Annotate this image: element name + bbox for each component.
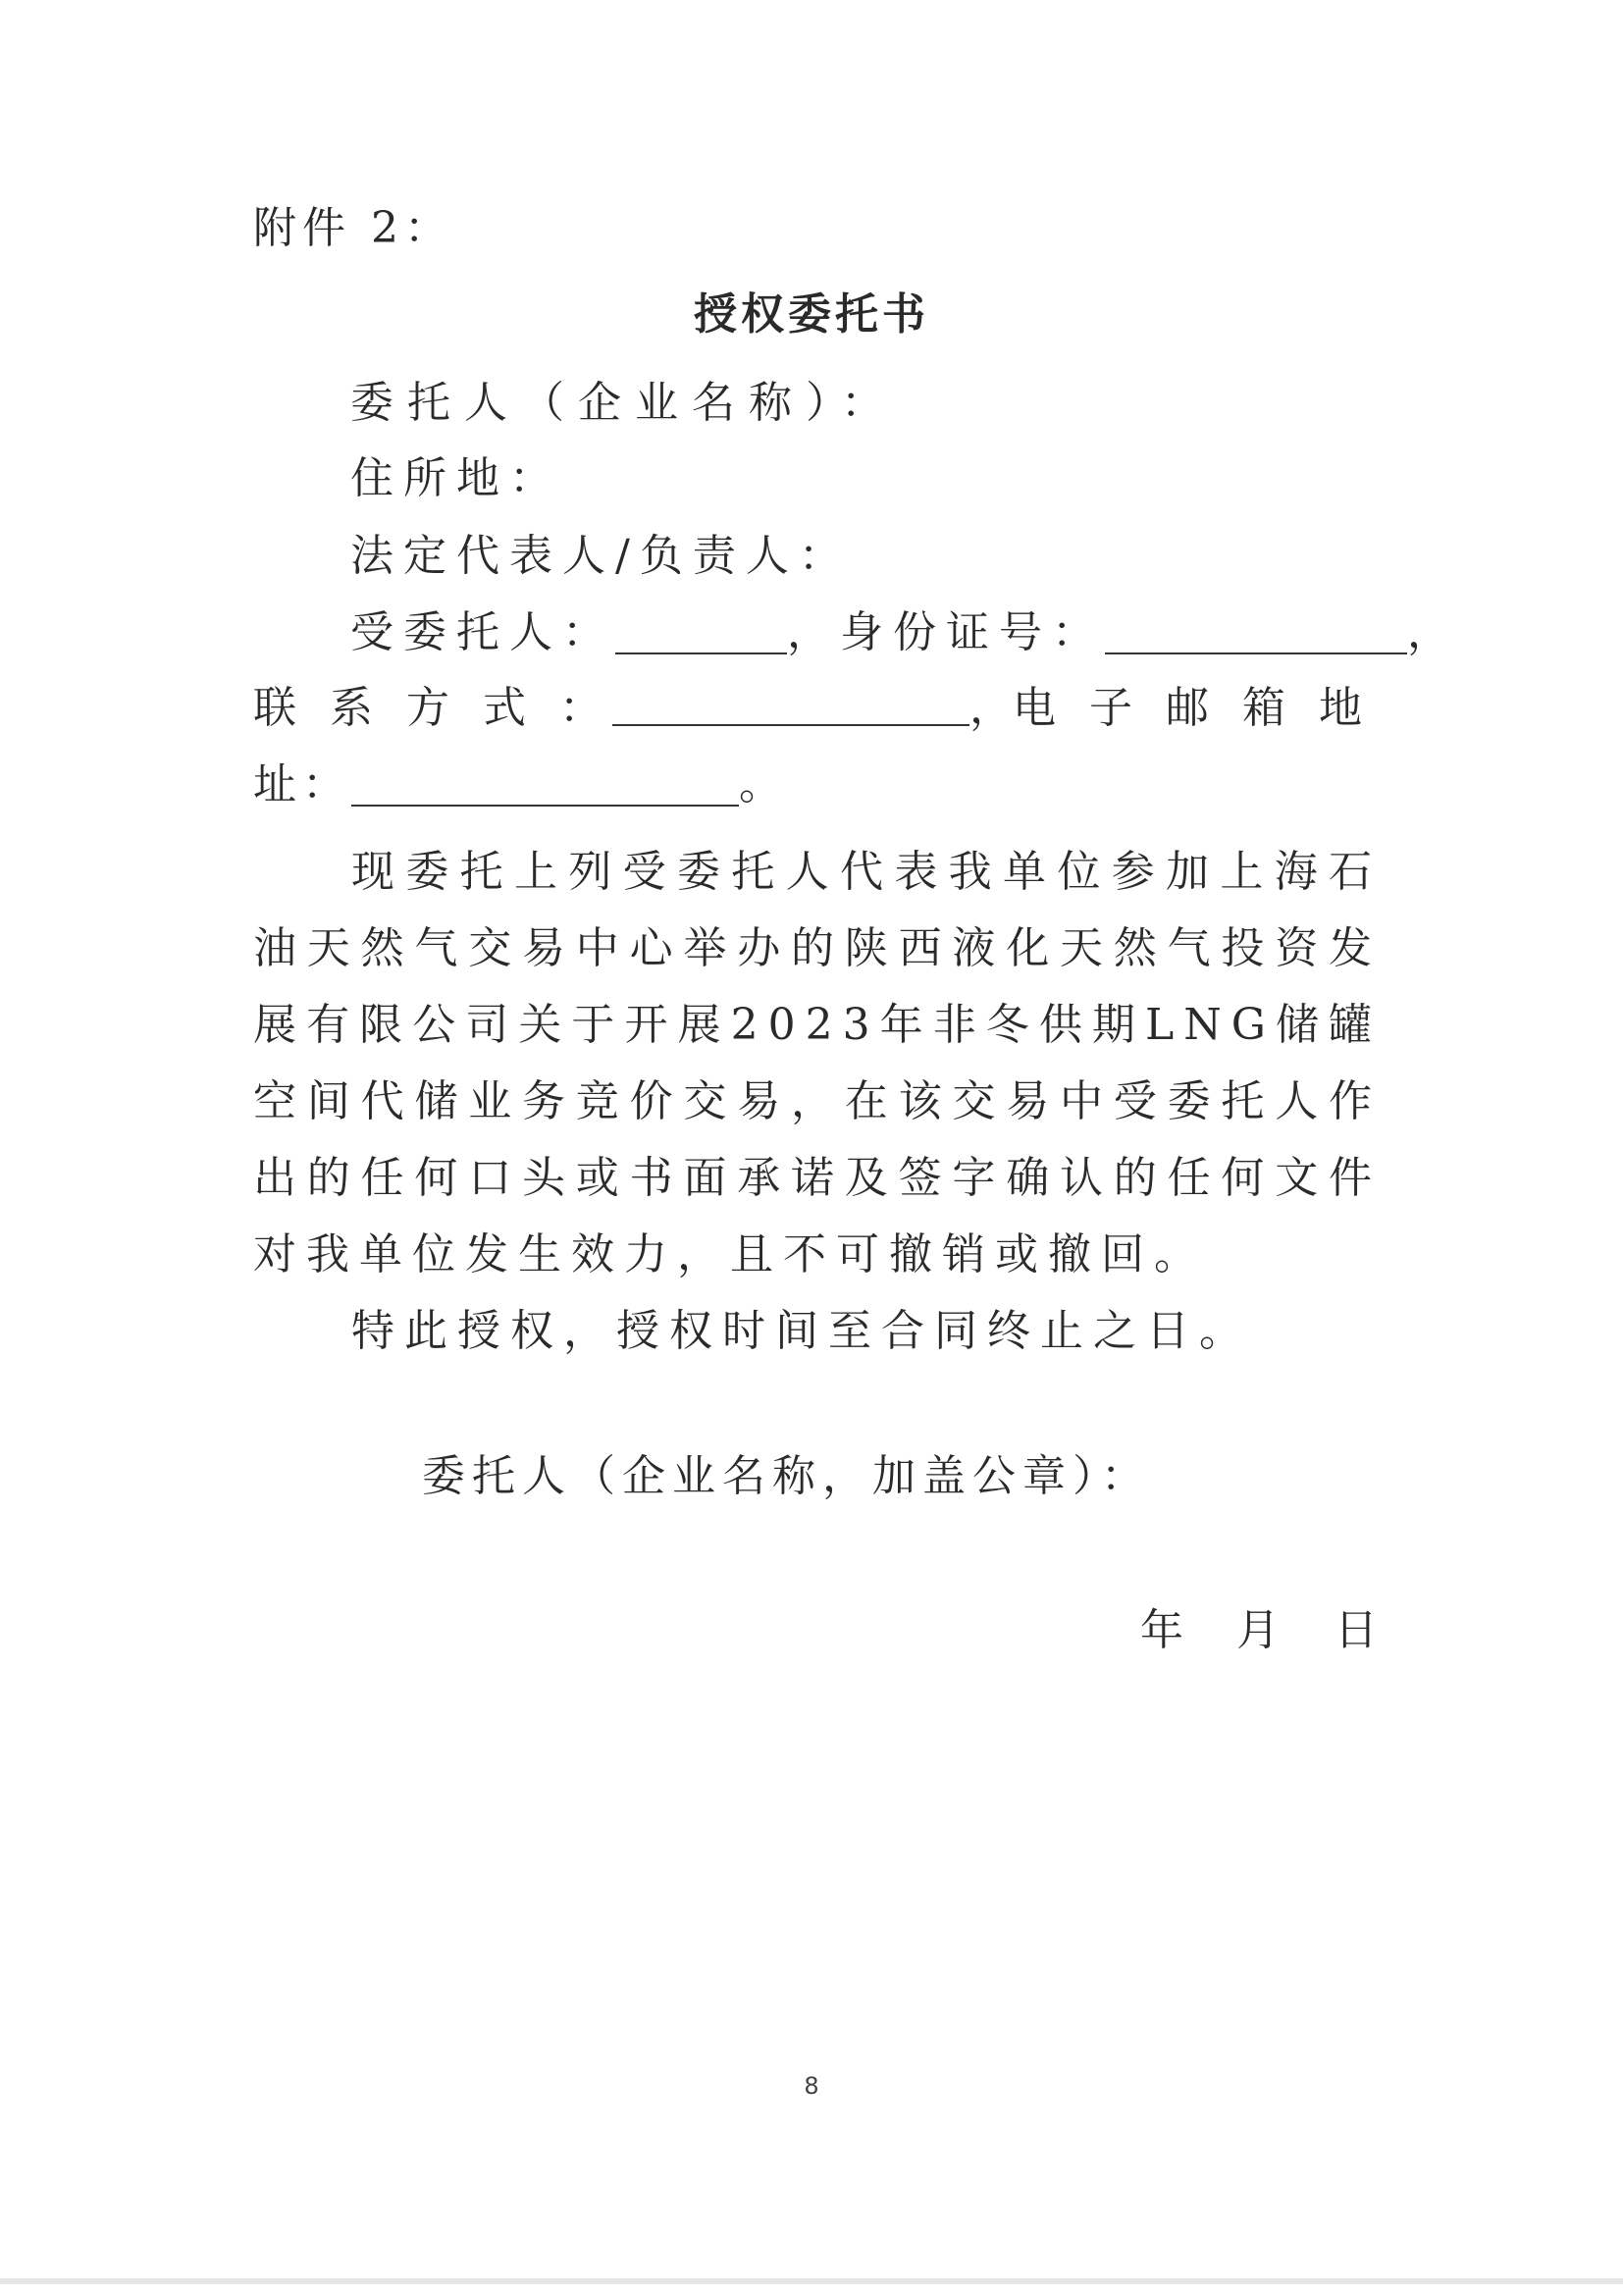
id-number-blank[interactable] [1105, 609, 1407, 654]
email-label-part2: 址： [253, 759, 351, 809]
document-title: 授权委托书 [694, 289, 929, 339]
attachment-label: 附件 2： [253, 203, 453, 253]
email-blank[interactable] [351, 761, 739, 807]
separator: ， [787, 607, 840, 657]
email-line [253, 757, 788, 812]
separator: ， [969, 683, 1014, 733]
date-day-label: 日 [1335, 1605, 1378, 1655]
address-field-label: 住所地： [350, 453, 562, 503]
page-number: 8 [804, 2072, 819, 2100]
separator: ， [1407, 607, 1460, 657]
contact-blank[interactable] [612, 681, 969, 726]
id-number-label: 身份证号： [840, 607, 1105, 657]
legal-rep-field-label: 法定代表人/负责人： [350, 531, 852, 581]
agent-label: 受委托人： [350, 607, 615, 657]
email-label-part1: 电 子 邮 箱 地 [1013, 683, 1372, 733]
contact-label: 联 系 方 式 ： [253, 683, 612, 733]
signature-label: 委托人（企业名称，加盖公章）： [422, 1451, 1151, 1501]
date-year-label: 年 [1140, 1605, 1183, 1655]
agent-line [350, 605, 1460, 660]
scan-edge-divider [0, 2278, 1623, 2284]
authorization-term-paragraph: 特此授权，授权时间至合同终止之日。 [351, 1306, 1252, 1356]
principal-field-label: 委托人（企业名称）： [350, 378, 898, 428]
agent-name-blank[interactable] [615, 609, 787, 654]
authorization-paragraph: 现委托上列受委托人代表我单位参加上海石油天然气交易中心举办的陕西液化天然气投资发展有限公司关于开展2023年非冬供期LNG储罐空间代储业务竞价交易，在该交易中受委托人作出的任何口头或书面承诺及签字确认的任何文件对我单位发生效力，且不可撤销或撤回。 [253, 847, 1382, 1279]
contact-line [253, 681, 1372, 736]
date-month-label: 月 [1236, 1605, 1280, 1655]
line-end: 。 [739, 759, 788, 809]
